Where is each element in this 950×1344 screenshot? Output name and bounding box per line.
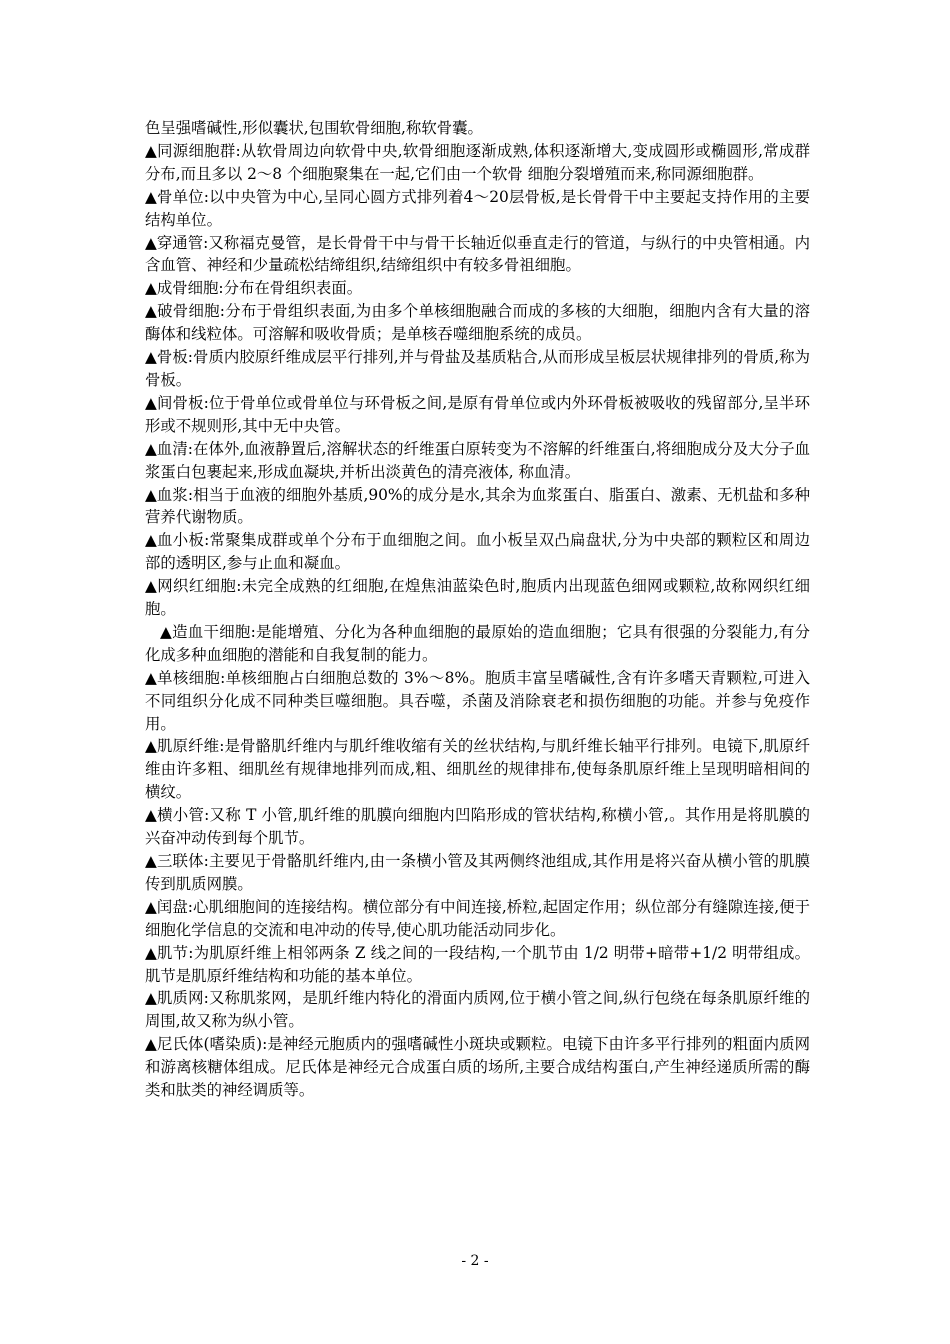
definition-paragraph: ▲肌质网:又称肌浆网，是肌纤维内特化的滑面内质网,位于横小管之间,纵行包绕在每条肌原纤维的周围,故又称为纵小管。 <box>145 989 810 1031</box>
definition-paragraph: ▲同源细胞群:从软骨周边向软骨中央,软骨细胞逐渐成熟,体积逐渐增大,变成圆形或椭圆形,常成群分布,而且多以 2～8 个细胞聚集在一起,它们由一个软骨 细胞分裂增殖而来,称同源细胞群。 <box>145 141 810 183</box>
definition-paragraph: ▲网织红细胞:未完全成熟的红细胞,在煌焦油蓝染色时,胞质内出现蓝色细网或颗粒,故称网织红细胞。 <box>145 577 810 619</box>
definition-paragraph: ▲肌节:为肌原纤维上相邻两条 Z 线之间的一段结构,一个肌节由 1/2 明带+暗带+1/2 明带组成。肌节是肌原纤维结构和功能的基本单位。 <box>145 943 810 985</box>
definition-paragraph: 色呈强嗜碱性,形似囊状,包围软骨细胞,称软骨囊。 <box>145 119 483 137</box>
definition-paragraph: ▲间骨板:位于骨单位或骨单位与环骨板之间,是原有骨单位或内外环骨板被吸收的残留部分,呈半环形或不规则形,其中无中央管。 <box>145 393 810 435</box>
definition-paragraph: ▲成骨细胞:分布在骨组织表面。 <box>145 279 363 298</box>
definition-paragraph: ▲穿通管:又称福克曼管，是长骨骨干中与骨干长轴近似垂直走行的管道，与纵行的中央管相通。内含血管、神经和少量疏松结缔组织,结缔组织中有较多骨祖细胞。 <box>145 233 810 275</box>
definition-paragraph: ▲血清:在体外,血液静置后,溶解状态的纤维蛋白原转变为不溶解的纤维蛋白,将细胞成分及大分子血浆蛋白包裹起来,形成血凝块,并析出淡黄色的清亮液体, 称血清。 <box>145 439 810 481</box>
page-number: - 2 - <box>461 1253 489 1269</box>
definition-paragraph: ▲破骨细胞:分布于骨组织表面,为由多个单核细胞融合而成的多核的大细胞，细胞内含有大量的溶酶体和线粒体。可溶解和吸收骨质；是单核吞噬细胞系统的成员。 <box>145 302 810 344</box>
definition-paragraph: ▲造血干细胞:是能增殖、分化为各种血细胞的最原始的造血细胞；它具有很强的分裂能力,有分化成多种血细胞的潜能和自我复制的能力。 <box>145 622 810 664</box>
definition-paragraph: ▲肌原纤维:是骨骼肌纤维内与肌纤维收缩有关的丝状结构,与肌纤维长轴平行排列。电镜下,肌原纤维由许多粗、细肌丝有规律地排列而成,粗、细肌丝的规律排布,使每条肌原纤维上呈现明暗相间的横纹。 <box>145 737 810 802</box>
definition-paragraph: ▲单核细胞:单核细胞占白细胞总数的 3%～8%。胞质丰富呈嗜碱性,含有许多嗜天青颗粒,可进入不同组织分化成不同种类巨噬细胞。具吞噬，杀菌及消除衰老和损伤细胞的功能。并参与免疫作用。 <box>145 668 810 733</box>
definition-paragraph: ▲骨板:骨质内胶原纤维成层平行排列,并与骨盐及基质粘合,从而形成呈板层状规律排列的骨质,称为骨板。 <box>145 348 810 389</box>
definition-paragraph: ▲横小管:又称 T 小管,肌纤维的肌膜向细胞内凹陷形成的管状结构,称横小管,。其作用是将肌膜的兴奋冲动传到每个肌节。 <box>145 806 810 848</box>
definition-paragraph: ▲骨单位:以中央管为中心,呈同心圆方式排列着4～20层骨板,是长骨骨干中主要起支持作用的主要结构单位。 <box>145 187 810 229</box>
definition-paragraph: ▲三联体:主要见于骨骼肌纤维内,由一条横小管及其两侧终池组成,其作用是将兴奋从横小管的肌膜传到肌质网膜。 <box>145 852 810 893</box>
definition-paragraph: ▲闰盘:心肌细胞间的连接结构。横位部分有中间连接,桥粒,起固定作用；纵位部分有缝隙连接,便于细胞化学信息的交流和电冲动的传导,使心肌功能活动同步化。 <box>145 897 810 939</box>
definition-paragraph: ▲血浆:相当于血液的细胞外基质,90%的成分是水,其余为血浆蛋白、脂蛋白、激素、无机盐和多种营养代谢物质。 <box>145 485 810 527</box>
definition-paragraph: ▲血小板:常聚集成群或单个分布于血细胞之间。血小板呈双凸扁盘状,分为中央部的颗粒区和周边部的透明区,参与止血和凝血。 <box>145 531 810 573</box>
page-content <box>145 117 810 1102</box>
definition-paragraph: ▲尼氏体(嗜染质):是神经元胞质内的强嗜碱性小斑块或颗粒。电镜下由许多平行排列的粗面内质网和游离核糖体组成。尼氏体是神经元合成蛋白质的场所,主要合成结构蛋白,产生神经递质所需的酶类和肽类的神经调质等。 <box>145 1035 810 1100</box>
